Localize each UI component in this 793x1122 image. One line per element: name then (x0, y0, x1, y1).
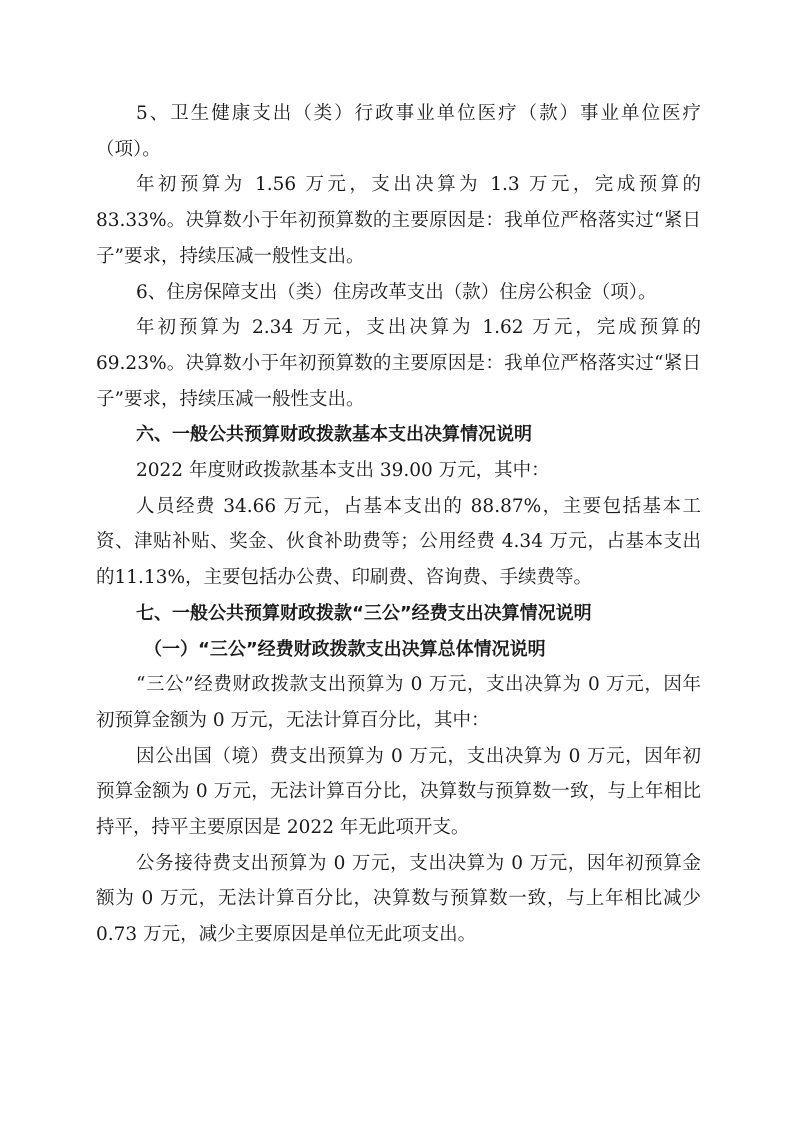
housing-budget-paragraph: 年初预算为 2.34 万元，支出决算为 1.62 万元，完成预算的69.23%。决算数小于年初预算数的主要原因是：我单位严格落实过“紧日子”要求，持续压减一般性支出。 (96, 317, 701, 410)
item-housing-expenditure: 6、住房保障支出（类）住房改革支出（款）住房公积金（项）。 (136, 281, 657, 303)
section-heading-three-public: 七、一般公共预算财政拨款“三公”经费支出决算情况说明 (136, 602, 592, 624)
section-heading-basic-expenditure: 六、一般公共预算财政拨款基本支出决算情况说明 (136, 424, 532, 446)
health-budget-paragraph: 年初预算为 1.56 万元，支出决算为 1.3 万元，完成预算的 83.33%。决算数小于年初预算数的主要原因是：我单位严格落实过“紧日子”要求，持续压减一般性支出。 (96, 174, 701, 267)
item-health-expenditure: 5、卫生健康支出（类）行政事业单位医疗（款）事业单位医疗（项）。 (96, 103, 701, 160)
three-public-overall-paragraph: “三公”经费财政拨款支出预算为 0 万元，支出决算为 0 万元，因年初预算金额为 0 万元，无法计算百分比，其中： (96, 674, 701, 731)
abroad-expenditure-paragraph: 因公出国（境）费支出预算为 0 万元，支出决算为 0 万元，因年初预算金额为 0 万元，无法计算百分比，决算数与预算数一致，与上年相比持平，持平主要原因是 2022 年无此项开支。 (96, 745, 701, 839)
document-page (96, 96, 701, 953)
reception-expenditure-paragraph: 公务接待费支出预算为 0 万元，支出决算为 0 万元，因年初预算金额为 0 万元，无法计算百分比，决算数与预算数一致，与上年相比减少0.73 万元，减少主要原因是单位无此项支出。 (96, 852, 701, 946)
basic-expenditure-breakdown: 人员经费 34.66 万元，占基本支出的 88.87%，主要包括基本工资、津贴补贴、奖金、伙食补助费等；公用经费 4.34 万元，占基本支出的11.13%，主要包括办公费、印刷费、咨询费、手续费等。 (96, 495, 701, 589)
subheading-three-public-overall: （一）“三公”经费财政拨款支出决算总体情况说明 (144, 638, 546, 660)
basic-expenditure-total: 2022 年度财政拨款基本支出 39.00 万元，其中： (136, 460, 550, 482)
